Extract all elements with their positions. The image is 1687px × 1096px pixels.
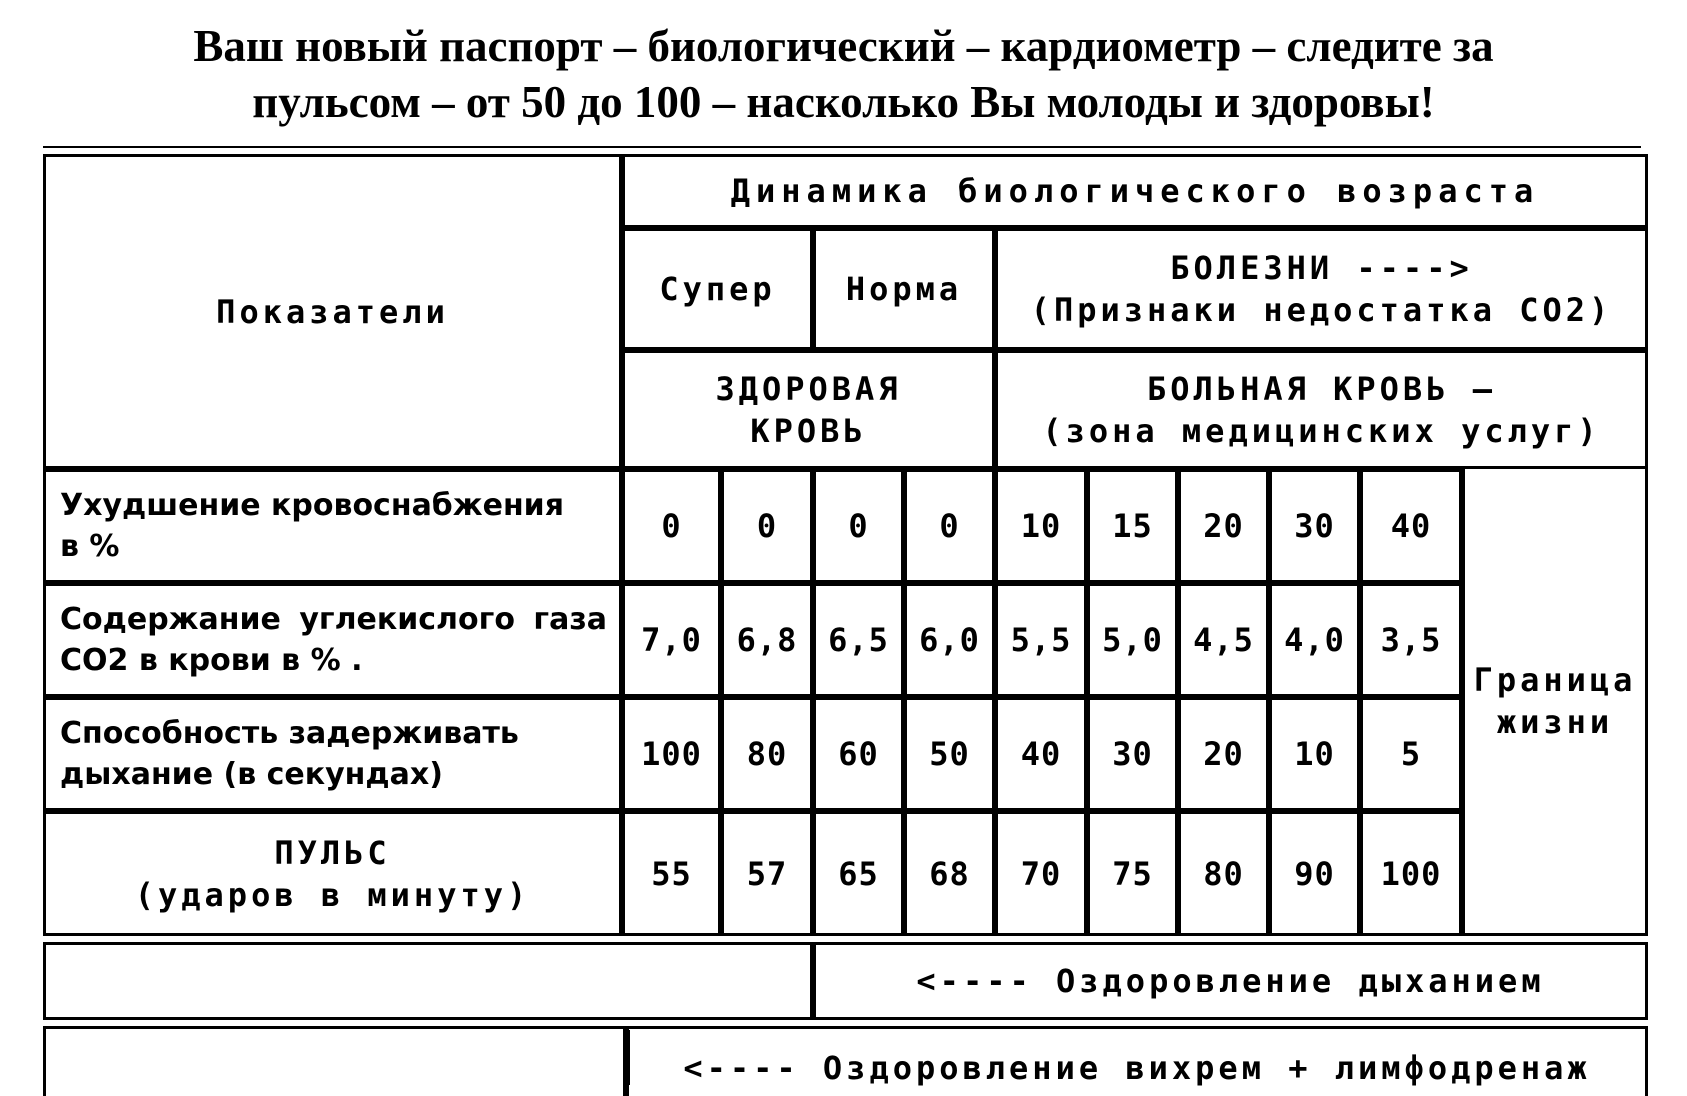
table-cell bbox=[721, 469, 813, 583]
table-cell bbox=[622, 697, 721, 811]
indicators-header-label: Показатели bbox=[216, 292, 449, 331]
row-blood-supply-label-text: Ухудшение кровоснабжения в % bbox=[60, 488, 564, 564]
row-co2-label-text: Содержание углекислого газа СО2 в крови в % . bbox=[60, 602, 607, 678]
table-cell bbox=[1269, 469, 1360, 583]
dynamics-header-label: Динамика биологического возраста bbox=[730, 172, 1540, 210]
cell-value: 4,5 bbox=[1193, 621, 1254, 659]
cell-value: 30 bbox=[1112, 735, 1153, 773]
cell-value: 0 bbox=[848, 507, 869, 545]
cell-value: 75 bbox=[1112, 854, 1153, 893]
cell-value: 90 bbox=[1294, 854, 1335, 893]
norma-header bbox=[813, 228, 995, 350]
cell-value: 0 bbox=[661, 507, 682, 545]
vortex-recovery-empty-cell bbox=[43, 1026, 626, 1096]
cell-value: 10 bbox=[1294, 735, 1335, 773]
cell-value: 3,5 bbox=[1380, 621, 1442, 659]
table-cell bbox=[904, 697, 995, 811]
cell-value: 100 bbox=[1380, 854, 1442, 893]
row-breath-hold-label-text: Способность задерживать дыхание (в секундах) bbox=[60, 716, 519, 792]
table-cell bbox=[904, 583, 995, 697]
healthy-blood-header-label: ЗДОРОВАЯ КРОВЬ bbox=[715, 369, 902, 450]
cell-value: 0 bbox=[939, 507, 960, 545]
life-border-label: Граница жизни bbox=[1473, 661, 1637, 741]
cell-value: 60 bbox=[838, 735, 879, 773]
row-co2-label bbox=[43, 583, 622, 697]
dynamics-header bbox=[622, 154, 1648, 228]
breathing-recovery-cell bbox=[813, 942, 1648, 1020]
healthy-blood-header bbox=[622, 350, 995, 469]
cell-value: 5,0 bbox=[1102, 621, 1163, 659]
cell-value: 4,0 bbox=[1284, 621, 1345, 659]
table-cell bbox=[1087, 697, 1178, 811]
super-header-label: Супер bbox=[659, 270, 776, 308]
cell-value: 7,0 bbox=[641, 621, 702, 659]
cell-value: 100 bbox=[641, 735, 702, 773]
table-top-rule bbox=[43, 146, 1641, 148]
cell-value: 20 bbox=[1203, 735, 1244, 773]
table-cell bbox=[1269, 697, 1360, 811]
norma-header-label: Норма bbox=[845, 270, 963, 308]
cell-value: 20 bbox=[1203, 507, 1244, 545]
table-cell bbox=[1087, 583, 1178, 697]
cell-value: 80 bbox=[746, 735, 788, 773]
cell-value: 5 bbox=[1400, 735, 1422, 773]
table-cell bbox=[622, 583, 721, 697]
cell-value: 0 bbox=[756, 507, 778, 545]
table-cell bbox=[904, 811, 995, 936]
table-cell bbox=[904, 469, 995, 583]
table-cell bbox=[622, 811, 721, 936]
table-cell bbox=[813, 697, 904, 811]
diseases-header-label: БОЛЕЗНИ ----> (Признаки недостатка СО2) bbox=[1030, 249, 1613, 329]
table-cell bbox=[813, 583, 904, 697]
document-title bbox=[0, 18, 1687, 130]
vortex-divider bbox=[626, 1030, 630, 1085]
cell-value: 65 bbox=[838, 854, 879, 893]
diseases-header bbox=[995, 228, 1648, 350]
vortex-recovery-cell bbox=[626, 1026, 1648, 1096]
row-blood-supply-label bbox=[43, 469, 622, 583]
cell-value: 6,8 bbox=[736, 621, 798, 659]
table-cell bbox=[1360, 697, 1462, 811]
table-cell bbox=[995, 697, 1087, 811]
cell-value: 70 bbox=[1020, 854, 1062, 893]
row-pulse-label-text: ПУЛЬС (ударов в минуту) bbox=[134, 833, 531, 914]
table-cell bbox=[995, 583, 1087, 697]
table-cell bbox=[721, 811, 813, 936]
super-header bbox=[622, 228, 813, 350]
cell-value: 40 bbox=[1390, 507, 1432, 545]
cell-value: 15 bbox=[1112, 507, 1153, 545]
title-line-1: Ваш новый паспорт – биологический – кардиометр – следите за bbox=[193, 21, 1494, 71]
title-line-2: пульсом – от 50 до 100 – насколько Вы молоды и здоровы! bbox=[252, 77, 1435, 127]
cell-value: 30 bbox=[1294, 507, 1335, 545]
table-cell bbox=[721, 583, 813, 697]
table-cell bbox=[622, 469, 721, 583]
breathing-recovery-label: <---- Оздоровление дыханием bbox=[916, 962, 1545, 1000]
table-cell bbox=[1360, 811, 1462, 936]
table-cell bbox=[1087, 811, 1178, 936]
table-cell bbox=[995, 469, 1087, 583]
cell-value: 6,0 bbox=[919, 621, 980, 659]
table-cell bbox=[1178, 583, 1269, 697]
table-cell bbox=[1178, 469, 1269, 583]
table-cell bbox=[721, 697, 813, 811]
vortex-recovery-label: <---- Оздоровление вихрем + лимфодренаж bbox=[683, 1049, 1591, 1087]
sick-blood-header-label: БОЛЬНАЯ КРОВЬ – (зона медицинских услуг) bbox=[1042, 369, 1601, 450]
table-cell bbox=[813, 469, 904, 583]
row-pulse-label bbox=[43, 811, 622, 936]
sick-blood-header bbox=[995, 350, 1648, 469]
table-cell bbox=[1087, 469, 1178, 583]
row-breath-hold-label bbox=[43, 697, 622, 811]
table-cell bbox=[1178, 811, 1269, 936]
table-cell bbox=[1269, 811, 1360, 936]
table-cell bbox=[813, 811, 904, 936]
cell-value: 6,5 bbox=[828, 621, 889, 659]
cell-value: 50 bbox=[929, 735, 970, 773]
table-cell bbox=[1269, 583, 1360, 697]
table-cell bbox=[1360, 583, 1462, 697]
table-cell bbox=[1360, 469, 1462, 583]
cell-value: 57 bbox=[746, 854, 788, 893]
life-border-cell bbox=[1462, 469, 1648, 936]
cell-value: 80 bbox=[1203, 854, 1244, 893]
cell-value: 68 bbox=[929, 854, 970, 893]
breathing-recovery-empty-cell bbox=[43, 942, 813, 1020]
cell-value: 5,5 bbox=[1010, 621, 1072, 659]
table-cell bbox=[995, 811, 1087, 936]
cell-value: 55 bbox=[651, 854, 692, 893]
table-cell bbox=[1178, 697, 1269, 811]
indicators-header bbox=[43, 154, 622, 469]
cell-value: 10 bbox=[1020, 507, 1062, 545]
cell-value: 40 bbox=[1020, 735, 1062, 773]
